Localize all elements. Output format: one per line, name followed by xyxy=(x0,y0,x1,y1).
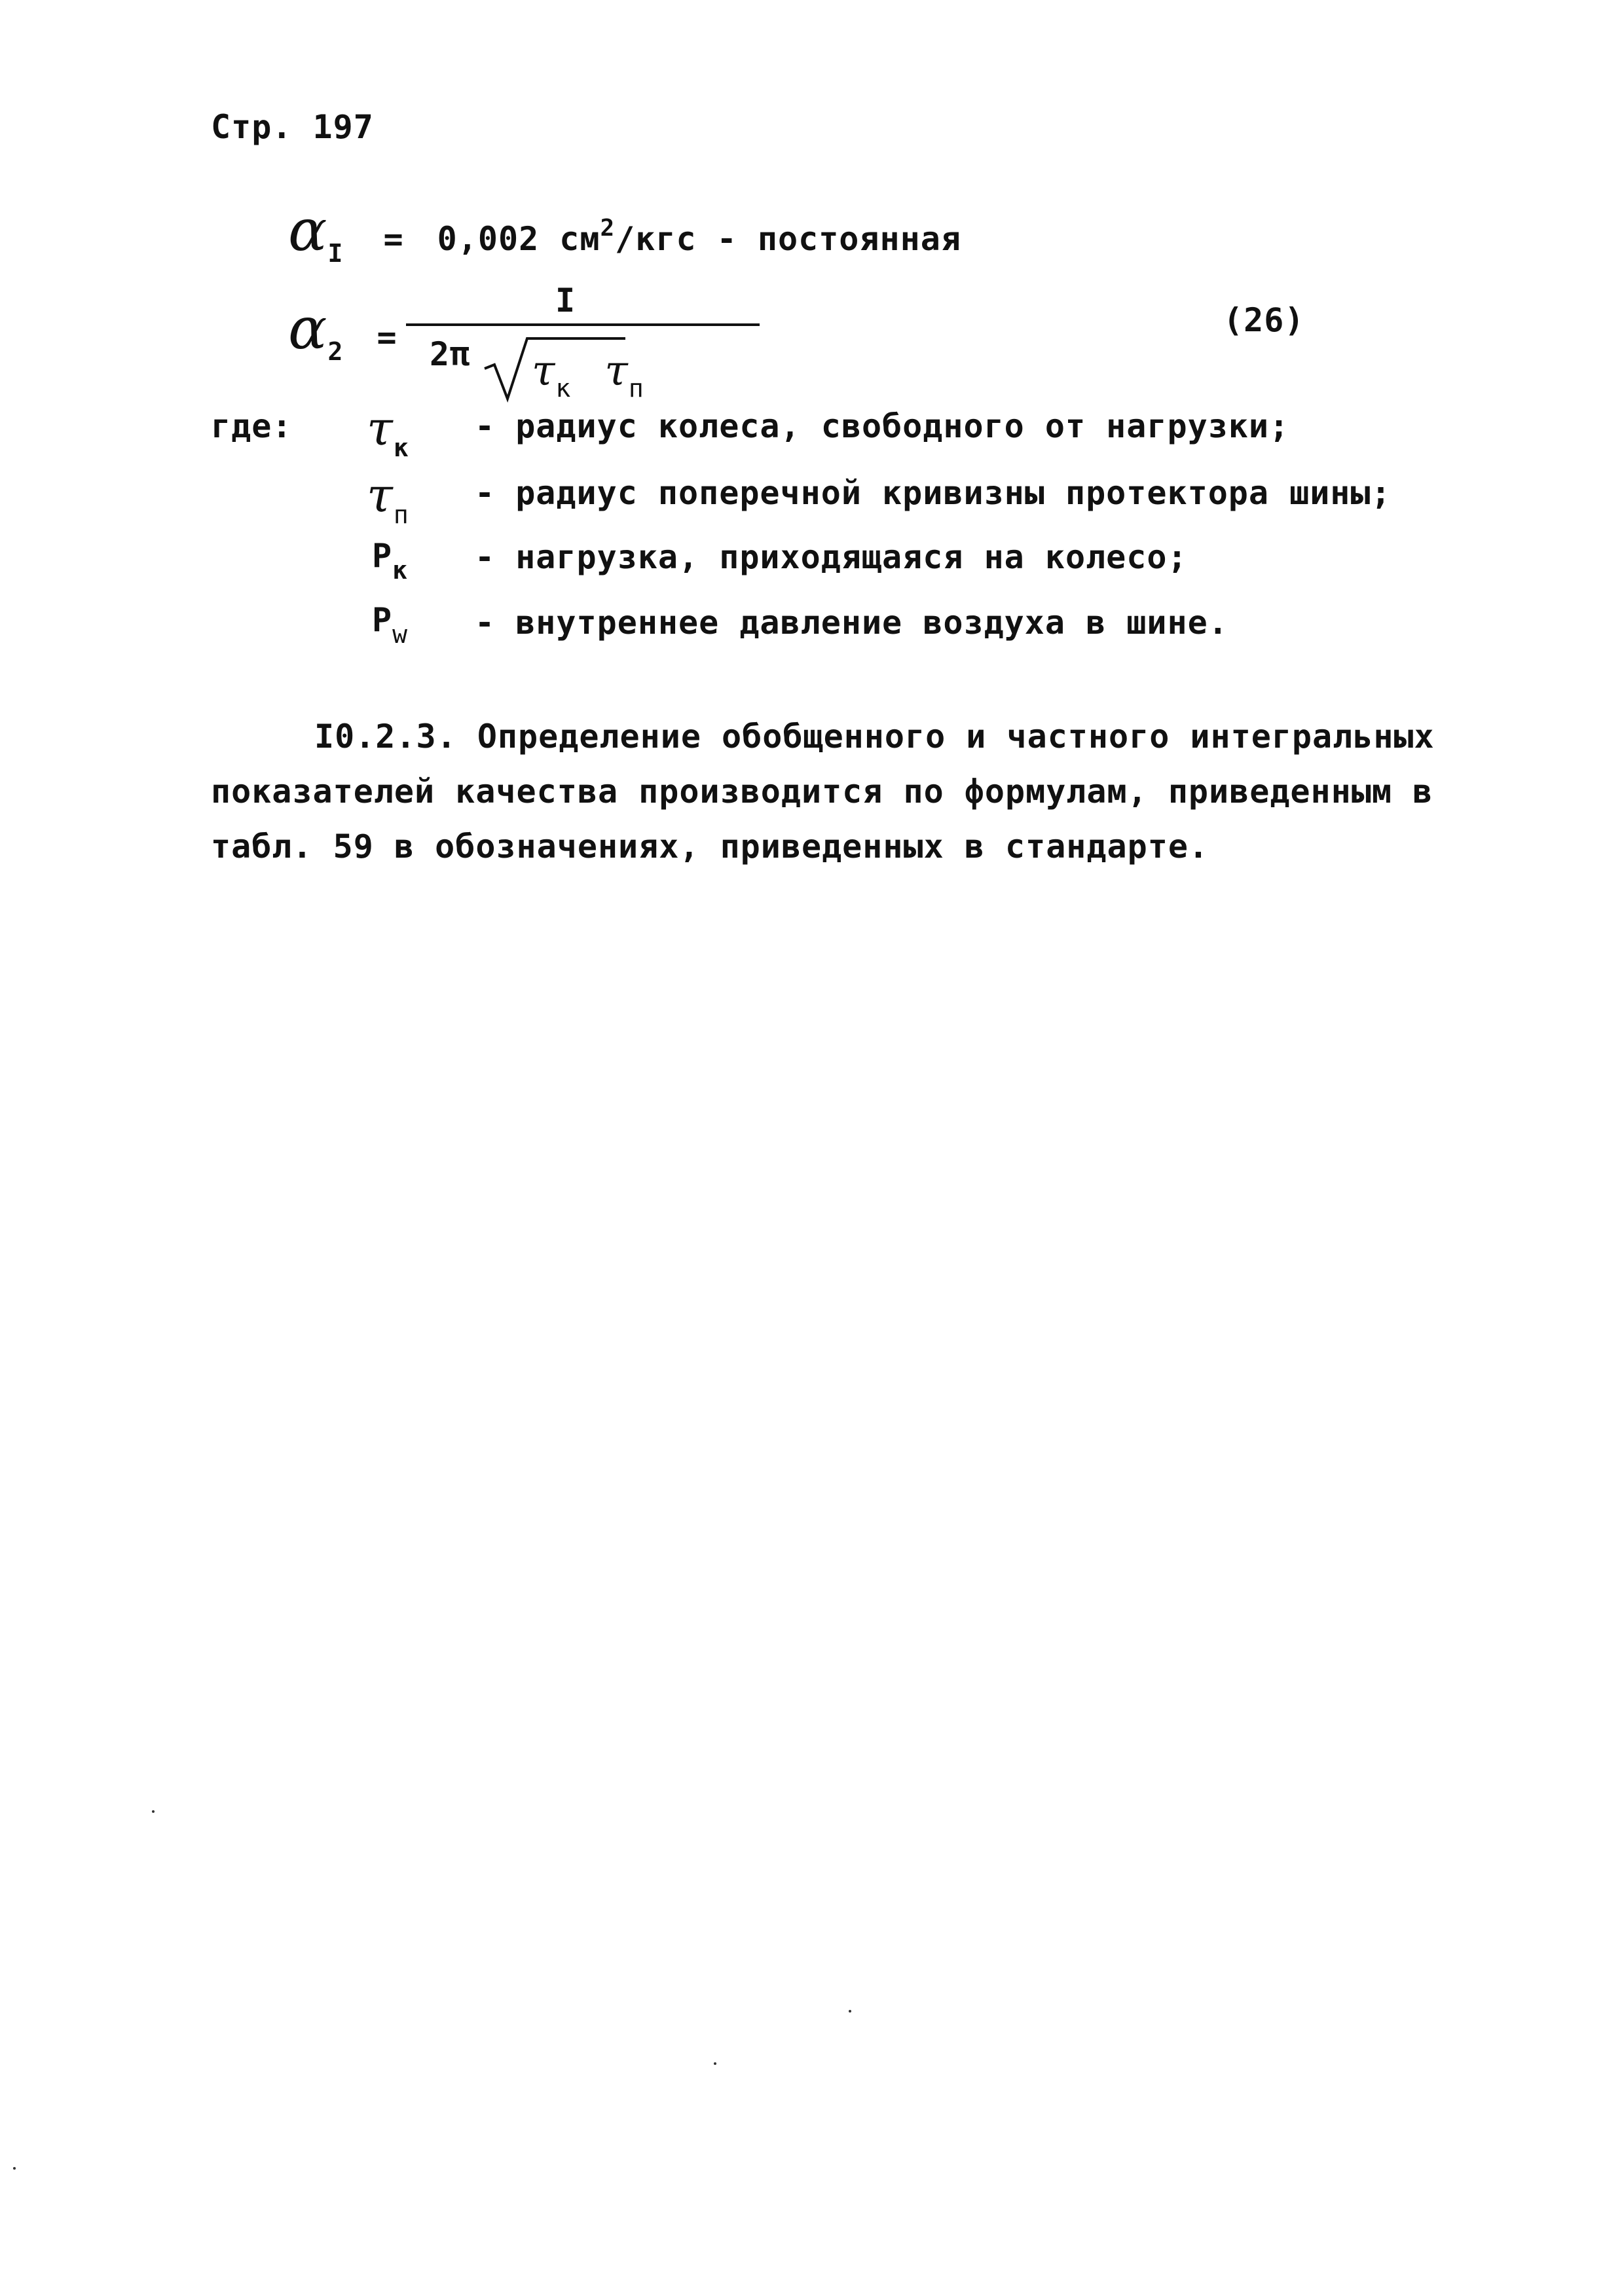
scan-speck xyxy=(152,1810,155,1813)
where-item xyxy=(367,401,409,462)
tau-symbol: τ xyxy=(367,467,394,522)
alpha2-subscript: 2 xyxy=(327,337,344,366)
paragraph-line: табл. 59 в обозначениях, приведенных в стандарте. xyxy=(211,828,1209,866)
fraction-line xyxy=(406,323,760,326)
fraction-denominator-prefix: 2π xyxy=(430,335,471,373)
formula1-rest: /кгс - постоянная xyxy=(615,220,961,258)
fraction-numerator: I xyxy=(555,282,576,319)
tau-symbol: τ xyxy=(367,401,394,456)
scan-speck xyxy=(849,2010,851,2013)
paragraph-line: I0.2.3. Определение обобщенного и частного интегральных xyxy=(314,718,1435,756)
where-item-sub: к xyxy=(393,433,409,462)
tau-sub-p: п xyxy=(628,374,644,403)
formula-alpha1 xyxy=(288,196,961,268)
where-item-desc: - радиус поперечной кривизны протектора шины; xyxy=(475,474,1392,512)
where-item-desc: - внутреннее давление воздуха в шине. xyxy=(475,604,1228,642)
tau-symbol: τ xyxy=(532,347,556,395)
where-label: где: xyxy=(211,407,293,445)
where-item-sub: п xyxy=(393,500,409,529)
where-item-desc: - радиус колеса, свободного от нагрузки; xyxy=(475,407,1290,445)
tau-symbol: τ xyxy=(604,347,629,395)
where-item xyxy=(372,601,408,649)
where-item xyxy=(372,537,408,585)
equation-number: (26) xyxy=(1223,301,1305,339)
load-symbol: P xyxy=(372,537,393,575)
where-item-sub: к xyxy=(392,556,408,585)
scan-speck xyxy=(714,2062,716,2065)
tau-sub-k: к xyxy=(555,374,572,403)
pressure-symbol: P xyxy=(372,601,393,639)
alpha1-subscript: I xyxy=(327,239,344,268)
formula1-power: 2 xyxy=(600,215,616,242)
page-number: Стр. 197 xyxy=(211,108,374,146)
scan-speck xyxy=(13,2167,16,2170)
alpha-symbol: α xyxy=(288,196,328,264)
where-item xyxy=(367,467,409,529)
alpha-symbol: α xyxy=(288,295,328,362)
where-item-sub: w xyxy=(392,620,408,649)
where-item-desc: - нагрузка, приходящаяся на колесо; xyxy=(475,538,1188,576)
paragraph-line: показателей качества производится по формулам, приведенным в xyxy=(211,773,1433,811)
formula-alpha2 xyxy=(288,295,397,366)
equals-sign: = xyxy=(377,318,397,356)
radical-terms xyxy=(532,347,644,403)
formula1-value: 0,002 см xyxy=(437,220,600,258)
equals-sign: = xyxy=(383,220,404,258)
